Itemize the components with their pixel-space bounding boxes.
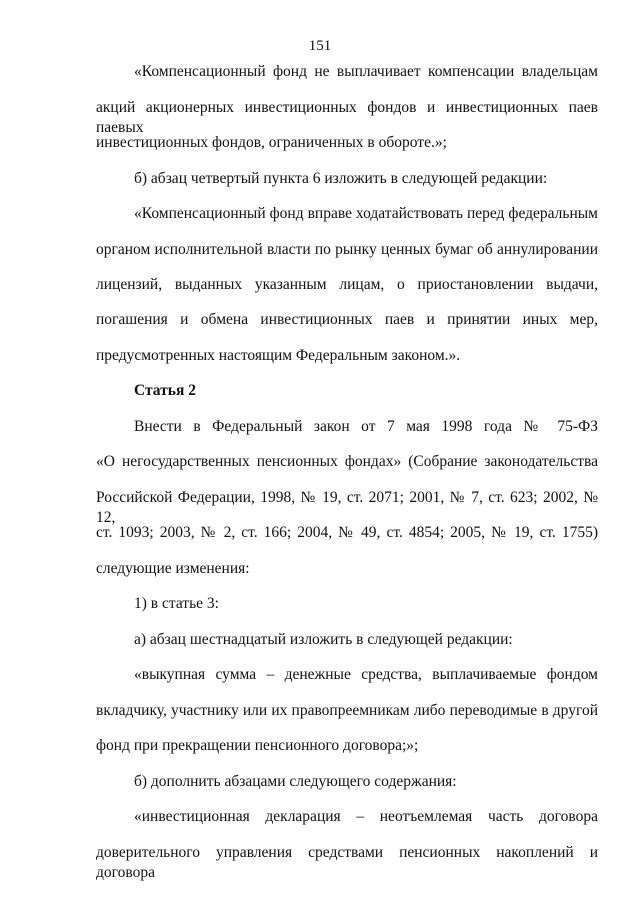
article-heading: Статья 2 — [134, 382, 196, 399]
page-number: 151 — [308, 38, 332, 54]
text-line: вкладчику, участнику или их правопреемникам либо переводимые в другой — [96, 702, 598, 719]
text-line: погашения и обмена инвестиционных паев и принятии иных мер, — [96, 311, 598, 328]
text-line: ст. 1093; 2003, № 2, ст. 166; 2004, № 49, ст. 4854; 2005, № 19, ст. 1755) — [96, 524, 598, 541]
text-line: фонд при прекращении пенсионного договора;»; — [96, 737, 419, 754]
text-line: «Компенсационный фонд вправе ходатайствовать перед федеральным — [134, 205, 598, 222]
text-line: б) дополнить абзацами следующего содержания: — [134, 773, 457, 790]
text-line: следующие изменения: — [96, 560, 250, 577]
text-line: «выкупная сумма – денежные средства, выплачиваемые фондом — [134, 666, 598, 683]
text-line: акций акционерных инвестиционных фондов и инвестиционных паев паевых — [96, 99, 598, 136]
text-line: «инвестиционная декларация – неотъемлемая часть договора — [134, 808, 598, 825]
text-line: Российской Федерации, 1998, № 19, ст. 2071; 2001, № 7, ст. 623; 2002, № 12, — [96, 489, 598, 526]
text-line: органом исполнительной власти по рынку ценных бумаг об аннулировании — [96, 241, 598, 258]
text-line: б) абзац четвертый пункта 6 изложить в следующей редакции: — [134, 170, 548, 187]
text-line: лицензий, выданных указанным лицам, о приостановлении выдачи, — [96, 276, 598, 293]
text-line: предусмотренных настоящим Федеральным законом.». — [96, 347, 461, 364]
text-line: Внести в Федеральный закон от 7 мая 1998 года № 75-ФЗ — [134, 418, 598, 435]
text-line: «О негосударственных пенсионных фондах» (Собрание законодательства — [96, 453, 598, 470]
text-line: «Компенсационный фонд не выплачивает компенсации владельцам — [134, 63, 598, 80]
text-line: доверительного управления средствами пенсионных накоплений и договора — [96, 844, 598, 881]
text-line: 1) в статье 3: — [134, 595, 219, 612]
text-line: а) абзац шестнадцатый изложить в следующей редакции: — [134, 631, 513, 648]
text-line: инвестиционных фондов, ограниченных в обороте.»; — [96, 134, 447, 151]
